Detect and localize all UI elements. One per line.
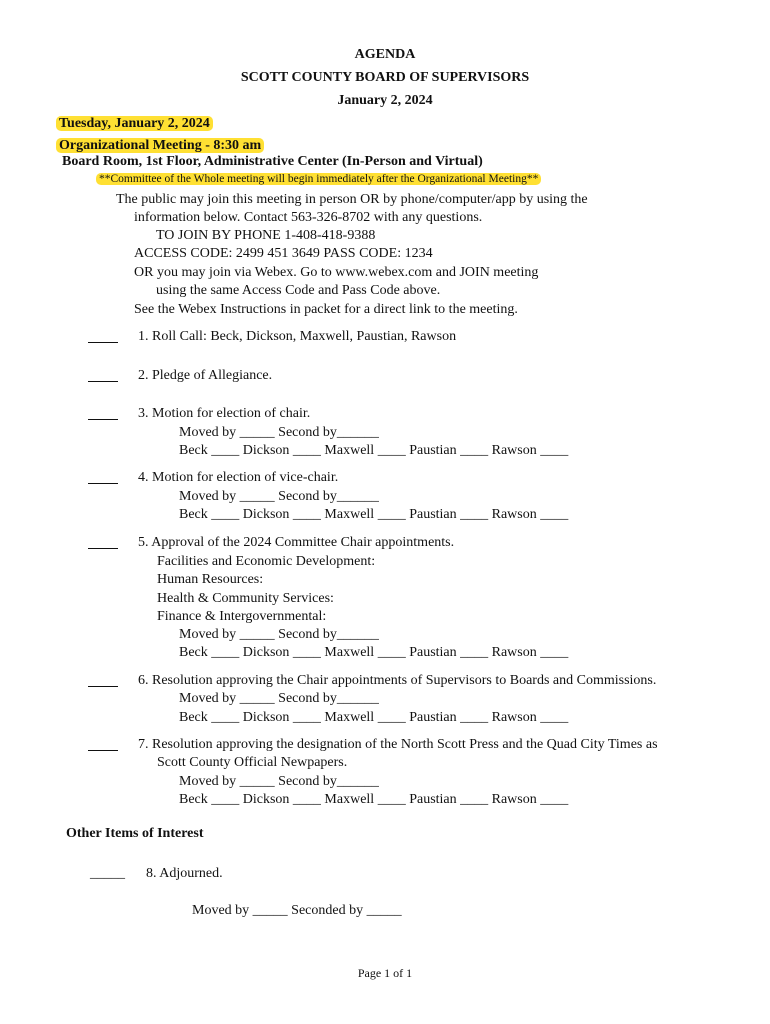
item-roll-call: 1. Roll Call: Beck, Dickson, Maxwell, Paustian, Rawson [138,329,457,344]
committee-note: **Committee of the Whole meeting will begin immediately after the Organizational Meeting** [96,173,541,185]
header-date: January 2, 2024 [337,93,433,108]
checkbox-line [88,548,118,549]
meeting-location: Board Room, 1st Floor, Administrative Center (In-Person and Virtual) [62,154,483,169]
item-adjourned: 8. Adjourned. [146,866,223,881]
moved-second: Moved by _____ Second by______ [179,627,379,642]
intro-line-2: information below. Contact 563-326-8702 with any questions. [134,210,483,225]
item-election-chair: 3. Motion for election of chair. [138,406,311,421]
moved-second: Moved by _____ Second by______ [179,489,379,504]
adjourn-moved-seconded: Moved by _____ Seconded by _____ [192,903,402,918]
item-newspapers-cont: Scott County Official Newpapers. [157,755,348,770]
checkbox-line [88,381,118,382]
roll-call-vote: Beck ____ Dickson ____ Maxwell ____ Paustian ____ Rawson ____ [179,792,569,807]
committee-health: Health & Community Services: [157,591,334,606]
checkbox-line [88,483,118,484]
checkbox-line [88,750,118,751]
item-pledge: 2. Pledge of Allegiance. [138,368,273,383]
checkbox-line [88,419,118,420]
item-board-appointments: 6. Resolution approving the Chair appointments of Supervisors to Boards and Commissions. [138,673,657,688]
meeting-day: Tuesday, January 2, 2024 [56,116,213,131]
webex-instructions: See the Webex Instructions in packet for a direct link to the meeting. [134,302,518,317]
roll-call-vote: Beck ____ Dickson ____ Maxwell ____ Paustian ____ Rawson ____ [179,710,569,725]
phone-number: TO JOIN BY PHONE 1-408-418-9388 [156,228,376,243]
committee-facilities: Facilities and Economic Development: [157,554,376,569]
roll-call-vote: Beck ____ Dickson ____ Maxwell ____ Paustian ____ Rawson ____ [179,645,569,660]
other-items-heading: Other Items of Interest [66,826,204,841]
moved-second: Moved by _____ Second by______ [179,425,379,440]
moved-second: Moved by _____ Second by______ [179,691,379,706]
committee-hr: Human Resources: [157,572,264,587]
webex-line-1: OR you may join via Webex. Go to www.webex.com and JOIN meeting [134,265,539,280]
roll-call-vote: Beck ____ Dickson ____ Maxwell ____ Paustian ____ Rawson ____ [179,443,569,458]
adjourn-blank: _____ [90,866,125,881]
agenda-title: AGENDA [354,47,416,62]
committee-finance: Finance & Intergovernmental: [157,609,327,624]
meeting-type: Organizational Meeting - 8:30 am [56,138,264,153]
checkbox-line [88,342,118,343]
board-name: SCOTT COUNTY BOARD OF SUPERVISORS [240,70,530,85]
item-election-vice-chair: 4. Motion for election of vice-chair. [138,470,339,485]
moved-second: Moved by _____ Second by______ [179,774,379,789]
webex-line-2: using the same Access Code and Pass Code above. [156,283,441,298]
access-code: ACCESS CODE: 2499 451 3649 PASS CODE: 1234 [134,246,433,261]
item-newspapers: 7. Resolution approving the designation of the North Scott Press and the Quad City Times as [138,737,658,752]
roll-call-vote: Beck ____ Dickson ____ Maxwell ____ Paustian ____ Rawson ____ [179,507,569,522]
checkbox-line [88,686,118,687]
page-number: Page 1 of 1 [357,966,413,980]
item-committee-approval: 5. Approval of the 2024 Committee Chair appointments. [138,535,455,550]
intro-line-1: The public may join this meeting in person OR by phone/computer/app by using the [116,192,588,207]
